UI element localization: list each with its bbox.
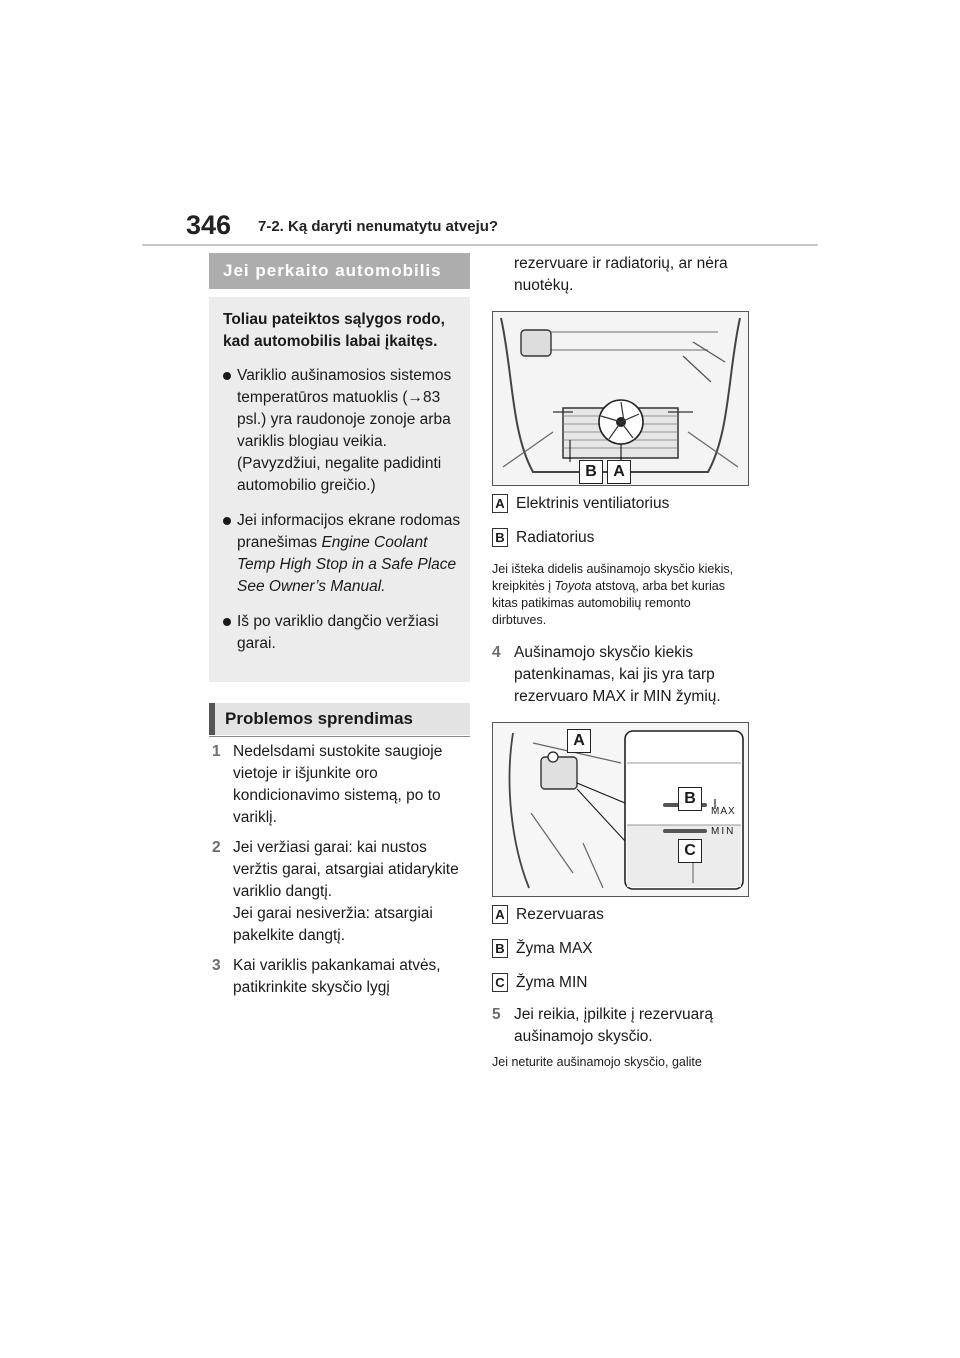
bullet-icon xyxy=(223,618,231,626)
max-label: MAX xyxy=(711,806,736,817)
warning-message-text: Engine Coolant Temp High Stop in a Safe Place See Owner’s Manual xyxy=(237,534,457,595)
legend-item: A Rezervuaras xyxy=(492,905,604,924)
step-number: 5 xyxy=(492,1006,501,1023)
step-number: 1 xyxy=(212,743,221,760)
callout-b: B xyxy=(579,460,603,484)
step-number: 2 xyxy=(212,839,221,856)
steps-list-left xyxy=(209,741,470,1007)
step-number: 3 xyxy=(212,957,221,974)
brand-name: Toyota xyxy=(554,579,592,593)
min-label: MIN xyxy=(711,826,736,837)
step-continuation: rezervuare ir radiatorių, ar nėra nuotėkų. xyxy=(514,255,728,294)
conditions-intro: Toliau pateiktos sąlygos rodo, kad automobilis labai įkaitęs. xyxy=(223,311,445,350)
leak-note: Jei išteka didelis aušinamojo skysčio kiekis, kreipkitės į Toyota atstovą, arba bet kurias kitas patikimas automobilių remonto dirbtuves. xyxy=(492,562,734,627)
page-number: 346 xyxy=(186,210,232,240)
legend-item: B Žyma MAX xyxy=(492,939,593,958)
legend-letter: A xyxy=(492,905,508,924)
step-item: 4 Aušinamojo skysčio kiekis patenkinamas, kai jis yra tarp rezervuaro MAX ir MIN žymių. xyxy=(492,644,721,705)
step-item: 2 Jei veržiasi garai: kai nustos veržtis garai, atsargiai atidarykite variklio dangtį. Jei garai nesiveržia: atsargiai pakelkite dangtį. xyxy=(212,839,459,944)
header-divider xyxy=(142,244,818,246)
callout-b: B xyxy=(678,787,702,811)
legend-letter: B xyxy=(492,528,508,547)
legend-item: A Elektrinis ventiliatorius xyxy=(492,494,669,513)
step-item: 1 Nedelsdami sustokite saugioje vietoje ir išjunkite oro kondicionavimo sistemą, po to variklį. xyxy=(212,743,443,826)
reservoir-illustration xyxy=(493,723,748,896)
condition-item: Variklio aušinamosios sistemos temperatūros matuoklis (→83 psl.) yra raudonoje zonoje arba variklis blogiau veikia. (Pavyzdžiui, negalite padidinti automobilio greičio.) xyxy=(223,365,463,497)
legend-letter: A xyxy=(492,494,508,513)
section-title-overheat: Jei perkaito automobilis xyxy=(209,253,470,289)
step-item: 5 Jei reikia, įpilkite į rezervuarą aušinamojo skysčio. xyxy=(492,1006,713,1045)
legend-item: B Radiatorius xyxy=(492,528,594,547)
bullet-icon xyxy=(223,517,231,525)
callout-a: A xyxy=(567,729,591,753)
condition-item: Iš po variklio dangčio veržiasi garai. xyxy=(223,611,463,655)
chapter-title: 7-2. Ką daryti nenumatytu atveju? xyxy=(258,218,499,235)
condition-item: Jei informacijos ekrane rodomas pranešimas Engine Coolant Temp High Stop in a Safe Place See Owner’s Manual. xyxy=(223,510,463,598)
section-title-solution: Problemos sprendimas xyxy=(209,703,470,735)
legend-letter: B xyxy=(492,939,508,958)
overheat-conditions-box xyxy=(209,297,470,682)
engine-bay-figure xyxy=(492,311,749,486)
legend-item: C Žyma MIN xyxy=(492,973,587,992)
step-number: 4 xyxy=(492,644,501,661)
section-divider xyxy=(209,736,470,737)
bullet-icon xyxy=(223,372,231,380)
callout-a: A xyxy=(607,460,631,484)
step-item: 3 Kai variklis pakankamai atvės, patikrinkite skysčio lygį xyxy=(212,957,441,996)
callout-c: C xyxy=(678,839,702,863)
reservoir-figure xyxy=(492,722,749,897)
footer-note: Jei neturite aušinamojo skysčio, galite xyxy=(492,1055,702,1069)
legend-letter: C xyxy=(492,973,508,992)
